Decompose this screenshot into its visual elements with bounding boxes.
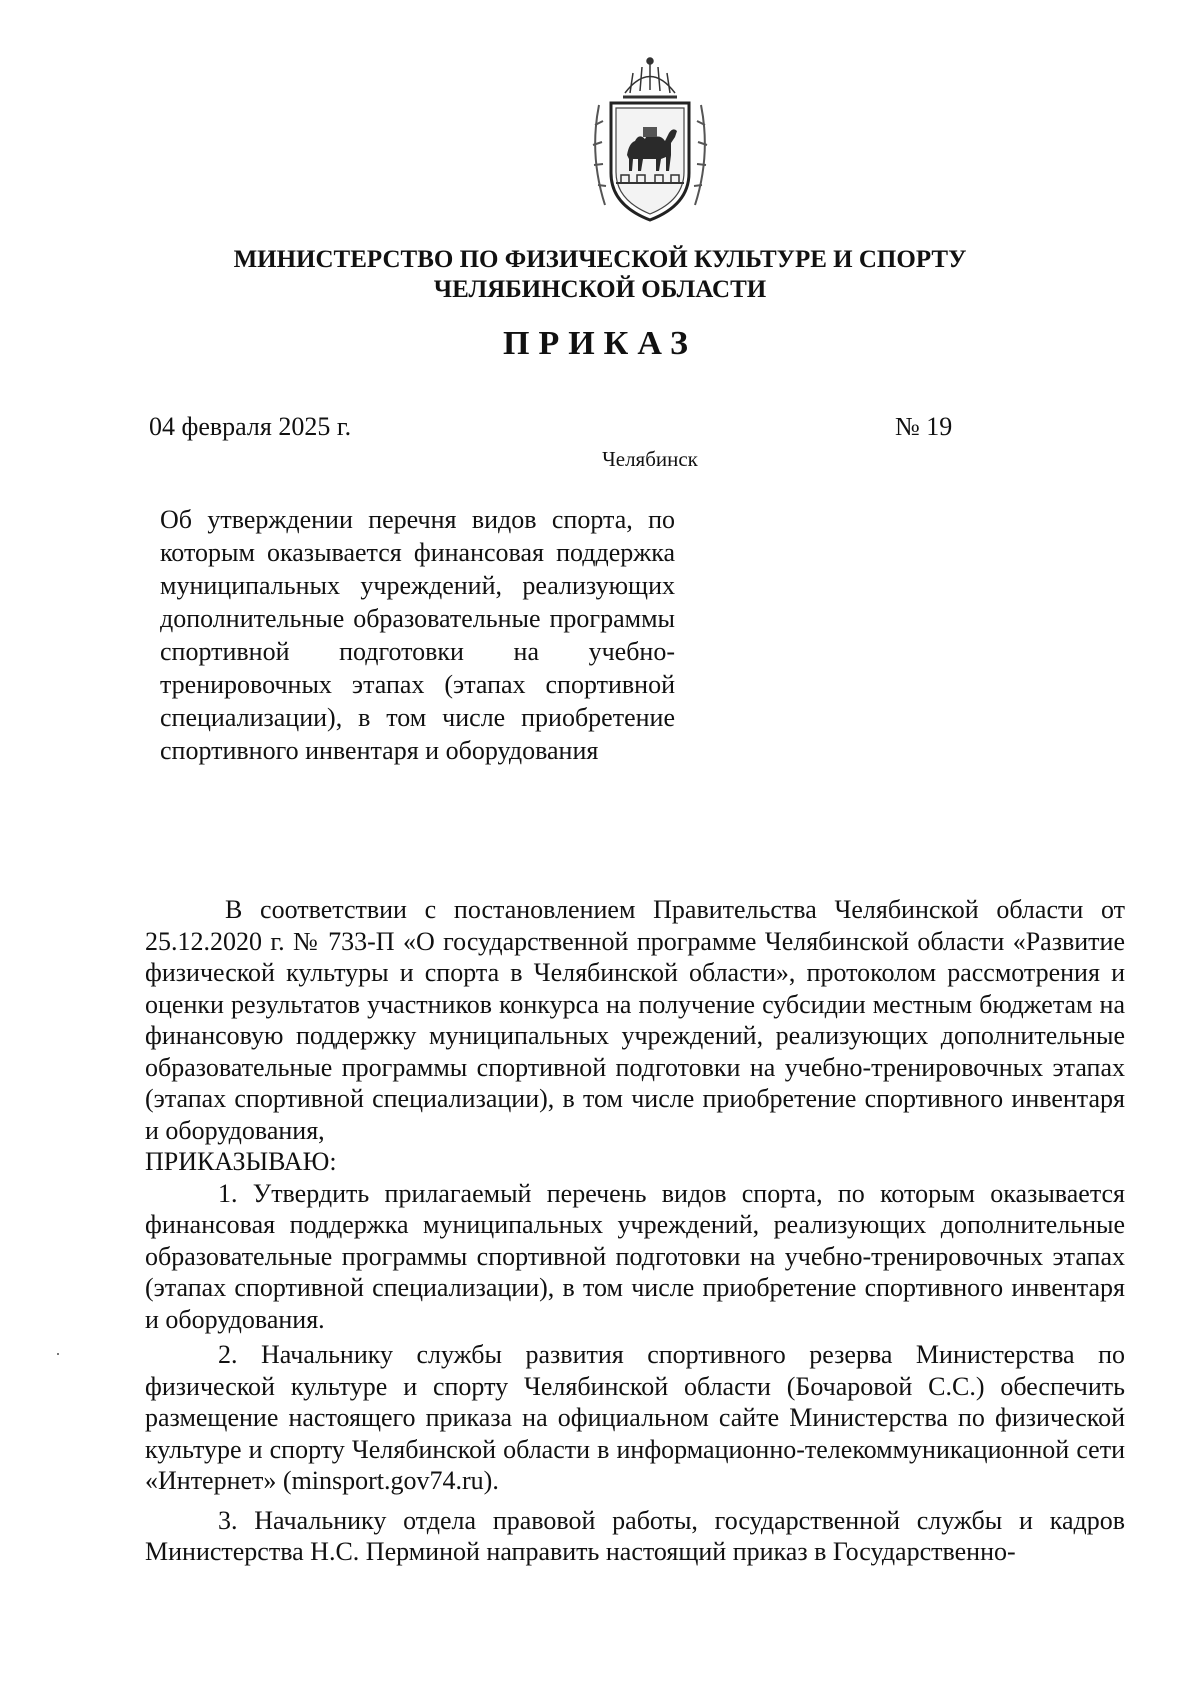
- issue-city: Челябинск: [602, 447, 698, 471]
- order-subject: Об утверждении перечня видов спорта, по которым оказывается финансовая поддержка муниципальных учреждений, реализующих дополнительные образовательные программы спортивной подготовки на учебно-тренировочных этапах (этапах спортивной специализации), в том числе приобретение спортивного инвентаря и оборудования: [160, 505, 675, 765]
- ministry-name-line-2: ЧЕЛЯБИНСКОЙ ОБЛАСТИ: [433, 276, 767, 303]
- ministry-name-line-1: МИНИСТЕРСТВО ПО ФИЗИЧЕСКОЙ КУЛЬТУРЕ И СПОРТУ: [233, 246, 967, 273]
- order-word: ПРИКАЗЫВАЮ:: [145, 1147, 337, 1176]
- order-item-3: 3. Начальнику отдела правовой работы, государственной службы и кадров Министерства Н.С. Перминой направить настоящий приказ в Государственно-: [145, 1505, 1125, 1566]
- document-type-title: ПРИКАЗ: [503, 325, 697, 362]
- order-item-1: 1. Утвердить прилагаемый перечень видов спорта, по которым оказывается финансовая поддержка муниципальных учреждений, реализующих дополнительные образовательные программы спортивной подготовки на учебно-тренировочных этапах (этапах спортивной специализации), в том числе приобретение спортивного инвентаря и оборудования.: [145, 1178, 1125, 1334]
- order-body: [145, 894, 1125, 1568]
- order-date: 04 февраля 2025 г.: [149, 412, 352, 441]
- order-item-2: 2. Начальнику службы развития спортивного резерва Министерства по физической культуре и спорту Челябинской области (Бочаровой С.С.) обеспечить размещение настоящего приказа на официальном сайте Министерства по физической культуре и спорту Челябинской области в информационно-телекоммуникационной сети «Интернет» (minsport.gov74.ru).: [145, 1340, 1125, 1495]
- order-number: № 19: [895, 412, 953, 441]
- coat-of-arms-emblem: [585, 55, 715, 225]
- scan-speck: [57, 1353, 59, 1355]
- preamble-paragraph: В соответствии с постановлением Правительства Челябинской области от 25.12.2020 г. № 733-П «О государственной программе Челябинской области «Развитие физической культуры и спорта в Челябинской области», протоколом рассмотрения и оценки результатов участников конкурса на получение субсидии местным бюджетам на финансовую поддержку муниципальных учреждений, реализующих дополнительные образовательные программы спортивной подготовки на учебно-тренировочных этапах (этапах спортивной специализации), в том числе приобретение спортивного инвентаря и оборудования,: [145, 895, 1125, 1145]
